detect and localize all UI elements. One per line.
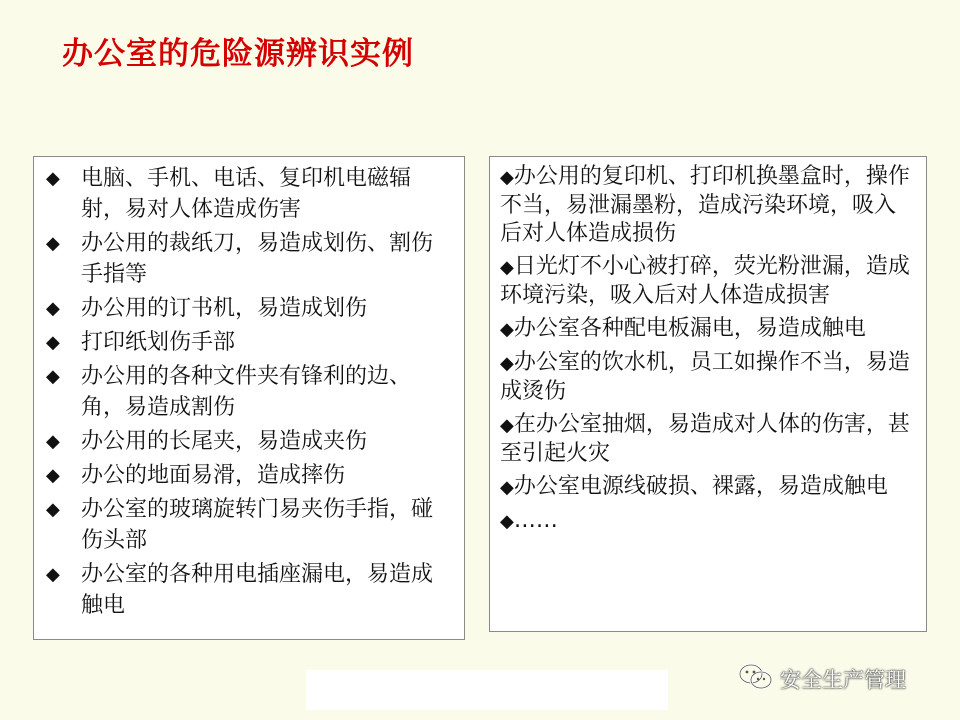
list-item-text: 办公用的长尾夹，易造成夹伤 xyxy=(81,429,368,454)
list-item-text: 电脑、手机、电话、复印机电磁辐射，易对人体造成伤害 xyxy=(81,166,412,222)
blank-footer-box xyxy=(306,670,668,710)
wechat-icon xyxy=(738,663,780,696)
list-item-text: 办公用的裁纸刀，易造成划伤、割伤手指等 xyxy=(81,231,434,287)
diamond-bullet-icon: ◆ xyxy=(500,353,514,374)
diamond-bullet-icon: ◆ xyxy=(46,298,60,319)
list-item-text: …… xyxy=(513,508,558,533)
list-item-text: 办公室的饮水机，员工如操作不当，易造成烫伤 xyxy=(500,350,910,404)
list-item-text: 办公用的订书机，易造成划伤 xyxy=(81,296,368,321)
list-item xyxy=(500,473,916,502)
page-title: 办公室的危险源辨识实例 xyxy=(62,36,414,72)
diamond-bullet-icon: ◆ xyxy=(500,415,514,436)
diamond-bullet-icon: ◆ xyxy=(46,332,60,353)
list-item xyxy=(46,426,446,457)
diamond-bullet-icon: ◆ xyxy=(46,465,60,486)
diamond-bullet-icon: ◆ xyxy=(46,366,60,387)
right-hazard-panel xyxy=(489,156,927,632)
list-item xyxy=(500,315,916,344)
list-item-text: 在办公室抽烟，易造成对人体的伤害，甚至引起火灾 xyxy=(500,412,910,466)
list-item-text: 办公室各种配电板漏电，易造成触电 xyxy=(513,316,866,341)
list-item-text: 打印纸划伤手部 xyxy=(81,330,236,355)
diamond-bullet-icon: ◆ xyxy=(46,499,60,520)
watermark xyxy=(738,664,906,694)
left-hazard-panel xyxy=(33,156,465,640)
diamond-bullet-icon: ◆ xyxy=(500,257,514,278)
list-item xyxy=(500,507,916,536)
list-item-text: 办公室的玻璃旋转门易夹伤手指，碰伤头部 xyxy=(81,497,434,553)
list-item xyxy=(46,228,446,290)
list-item xyxy=(46,494,446,556)
list-item xyxy=(46,327,446,358)
list-item-text: 日光灯不小心被打碎，荧光粉泄漏，造成环境污染，吸入后对人体造成损害 xyxy=(500,254,910,308)
list-item xyxy=(500,163,916,248)
diamond-bullet-icon: ◆ xyxy=(500,511,514,532)
list-item-text: 办公用的各种文件夹有锋利的边、角，易造成割伤 xyxy=(81,364,412,420)
diamond-bullet-icon: ◆ xyxy=(46,168,60,189)
list-item-text: 办公用的复印机、打印机换墨盒时，操作不当，易泄漏墨粉，造成污染环境，吸入后对人体造成损伤 xyxy=(500,164,910,246)
list-item xyxy=(500,253,916,310)
list-item-text: 办公的地面易滑，造成摔伤 xyxy=(81,463,346,488)
left-hazard-list xyxy=(46,163,446,621)
diamond-bullet-icon: ◆ xyxy=(46,233,60,254)
list-item xyxy=(46,293,446,324)
list-item-text: 办公室的各种用电插座漏电，易造成触电 xyxy=(81,562,434,618)
diamond-bullet-icon: ◆ xyxy=(500,477,514,498)
list-item xyxy=(46,460,446,491)
list-item xyxy=(46,163,446,225)
list-item xyxy=(500,349,916,406)
diamond-bullet-icon: ◆ xyxy=(46,564,60,585)
list-item xyxy=(500,411,916,468)
list-item xyxy=(46,361,446,423)
list-item xyxy=(46,559,446,621)
watermark-text: 安全生产管理 xyxy=(780,668,906,692)
diamond-bullet-icon: ◆ xyxy=(46,431,60,452)
right-hazard-list xyxy=(500,163,916,536)
diamond-bullet-icon: ◆ xyxy=(500,319,514,340)
list-item-text: 办公室电源线破损、裸露，易造成触电 xyxy=(513,474,888,499)
diamond-bullet-icon: ◆ xyxy=(500,167,514,188)
